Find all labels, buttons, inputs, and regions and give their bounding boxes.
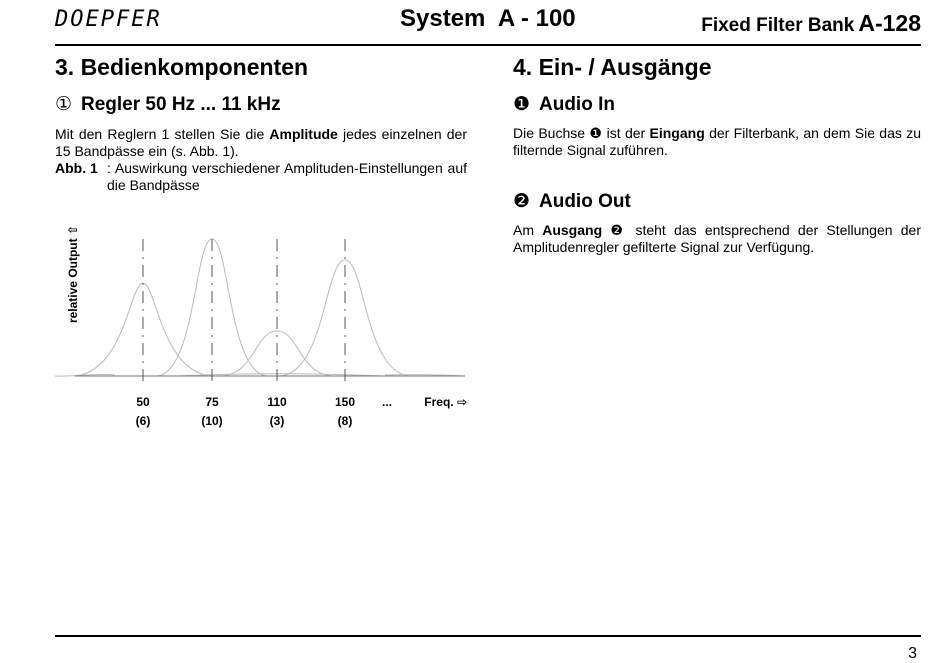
section-title-controls: 3. Bedienkomponenten bbox=[55, 54, 309, 80]
subsection-title-text: Regler 50 Hz ... 11 kHz bbox=[81, 94, 281, 115]
page-number: 3 bbox=[908, 645, 917, 662]
audio-out-title-text: Audio Out bbox=[539, 191, 631, 212]
audio-in-title-text: Audio In bbox=[539, 94, 615, 115]
system-title: System A - 100 bbox=[400, 5, 576, 32]
audio-in-symbol-inline: ❶ bbox=[589, 125, 603, 141]
audio-out-text-pre: Am bbox=[513, 222, 543, 238]
audio-out-paragraph bbox=[513, 222, 921, 256]
audio-in-text-post: der Filterbank, an dem Sie das zu filternde Signal zuführen. bbox=[513, 125, 921, 158]
circled-one-icon: ❶ bbox=[513, 94, 531, 115]
page-header bbox=[55, 0, 921, 46]
caption-label: Abb. 1 bbox=[55, 160, 98, 176]
tick-setting-50: (6) bbox=[135, 414, 151, 428]
module-code: A-128 bbox=[858, 10, 921, 36]
para-bold-amplitude: Amplitude bbox=[269, 126, 338, 142]
audio-out-title bbox=[513, 189, 921, 215]
tick-freq-150: 150 bbox=[334, 395, 356, 409]
tick-freq-110: 110 bbox=[267, 395, 287, 409]
section-title-io: 4. Ein- / Ausgänge bbox=[513, 54, 712, 80]
audio-in-paragraph bbox=[513, 125, 921, 159]
para-text-post: jedes einzelnen der 15 Bandpässe ein (s. Abb. 1). bbox=[55, 126, 468, 159]
audio-out-symbol-inline: ❷ bbox=[602, 222, 628, 238]
footer-rule bbox=[55, 635, 921, 637]
right-column bbox=[513, 52, 921, 256]
figure-caption bbox=[55, 160, 467, 194]
tick-setting-110: (3) bbox=[269, 414, 285, 428]
tick-freq-50: 50 bbox=[136, 395, 150, 409]
tick-freq-75: 75 bbox=[205, 395, 219, 409]
bandpass-figure bbox=[55, 213, 467, 435]
tick-ellipsis: ... bbox=[381, 395, 392, 409]
subsection-title-knobs bbox=[55, 92, 467, 118]
para-text-pre: Mit den Reglern 1 stellen Sie die bbox=[55, 126, 270, 142]
amplitude-paragraph bbox=[55, 126, 467, 160]
module-name: Fixed Filter Bank bbox=[701, 15, 855, 36]
doepfer-logo: DOEPFER bbox=[55, 7, 162, 32]
audio-in-text-mid: ist der bbox=[602, 125, 650, 141]
audio-in-text-pre: Die Buchse bbox=[513, 125, 590, 141]
audio-out-bold-ausgang: Ausgang bbox=[542, 222, 603, 238]
freq-axis-label: Freq. ⇨ bbox=[424, 395, 467, 409]
audio-in-bold-eingang: Eingang bbox=[649, 125, 705, 141]
left-column bbox=[55, 52, 467, 194]
audio-in-title bbox=[513, 92, 921, 118]
caption-text: : Auswirkung verschiedener Amplituden-Einstellungen auf die Bandpässe bbox=[107, 160, 467, 193]
module-title bbox=[701, 10, 921, 37]
audio-out-text-post: steht das entsprechend der Stellungen der Amplitudenregler gefilterte Signal zur Verfügung. bbox=[513, 222, 921, 255]
y-axis-label: relative Output ⇧ bbox=[66, 224, 80, 324]
bandpass-curve-75 bbox=[157, 239, 267, 376]
circled-one-symbol: ① bbox=[55, 94, 73, 115]
circled-two-icon: ❷ bbox=[513, 191, 531, 212]
tick-setting-150: (8) bbox=[337, 414, 353, 428]
tick-setting-75: (10) bbox=[201, 414, 223, 428]
